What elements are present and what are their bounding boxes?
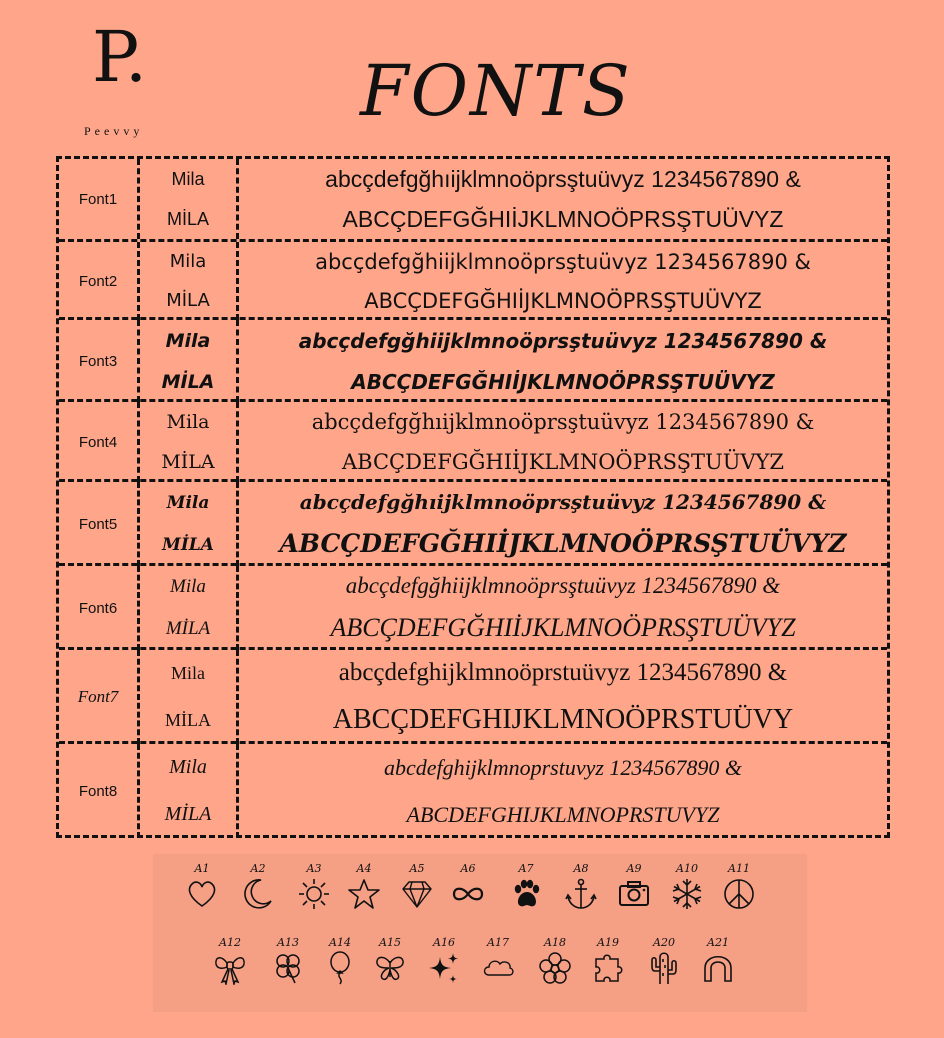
font-name-upper: MİLA bbox=[164, 803, 212, 825]
font-sample-cell bbox=[239, 402, 887, 482]
font-sample-upper: ABCÇDEFGĞHIİJKLMNOÖPRSŞTUÜVYZ bbox=[279, 529, 847, 559]
icon-code: A8 bbox=[573, 862, 589, 875]
font-sample-cell bbox=[239, 159, 887, 239]
fonts-table bbox=[56, 156, 890, 838]
font-sample-upper: ABCÇDEFGĞHIİJKLMNOÖPRSŞTUÜVYZ bbox=[330, 613, 796, 642]
icon-option bbox=[714, 862, 764, 911]
font-label: Font5 bbox=[59, 482, 140, 566]
font-name-cell bbox=[140, 402, 239, 482]
font-row bbox=[59, 317, 887, 402]
font-sample-upper: ABCDEFGHIJKLMNOPRSTUVYZ bbox=[406, 801, 720, 827]
paw-icon bbox=[509, 877, 543, 911]
font-name-mixed: Mila bbox=[171, 663, 205, 683]
icon-option bbox=[339, 862, 389, 911]
icon-code: A14 bbox=[329, 936, 351, 949]
font-label: Font2 bbox=[59, 242, 140, 320]
icon-code: A5 bbox=[409, 862, 425, 875]
font-row bbox=[59, 741, 887, 838]
icon-option bbox=[501, 862, 551, 911]
sparkle-icon bbox=[427, 951, 461, 985]
icon-option bbox=[583, 936, 633, 985]
font-name-cell bbox=[140, 650, 239, 744]
diamond-icon bbox=[400, 877, 434, 911]
font-sample-lower: abcçdefgğhiijklmnoöprsştuüvyz 1234567890 & bbox=[315, 249, 811, 274]
icon-code: A18 bbox=[544, 936, 566, 949]
font-sample-lower: abcçdefgğhıijklmnoöprsştuüvyz 1234567890 & bbox=[311, 410, 815, 434]
icon-option bbox=[639, 936, 689, 985]
font-sample-upper: ABCÇDEFGHIJKLMNOÖPRSTUÜVY bbox=[332, 703, 794, 735]
icon-option bbox=[205, 936, 255, 985]
font-sample-cell bbox=[239, 566, 887, 650]
font-name-upper: MİLA bbox=[166, 208, 209, 229]
font-sample-lower: abcdefghijklmnoprstuvyz 1234567890 & bbox=[383, 754, 743, 780]
font-sample-lower: abcçdefgğhiijklmnoöprsştuüvyz 1234567890 & bbox=[298, 328, 828, 353]
icon-option bbox=[263, 936, 313, 985]
font-name-upper: MİLA bbox=[162, 535, 214, 555]
icon-code: A9 bbox=[626, 862, 642, 875]
font-label: Font8 bbox=[59, 744, 140, 838]
font-name-cell bbox=[140, 482, 239, 566]
icon-option bbox=[365, 936, 415, 985]
icon-option bbox=[443, 862, 493, 911]
font-sample-upper: ABCÇDEFGĞHIİJKLMNOÖPRSŞTUÜVYZ bbox=[364, 288, 762, 313]
font-label: Font4 bbox=[59, 402, 140, 482]
icon-option bbox=[609, 862, 659, 911]
font-sample-lower: abcçdefgğhıijklmnoöprsştuüvyz 1234567890 & bbox=[325, 165, 801, 192]
moon-icon bbox=[241, 877, 275, 911]
icon-code: A10 bbox=[676, 862, 698, 875]
font-name-cell bbox=[140, 159, 239, 239]
font-row bbox=[59, 159, 887, 239]
font-sample-cell bbox=[239, 320, 887, 402]
font-sample-cell bbox=[239, 744, 887, 838]
font-row bbox=[59, 239, 887, 320]
brand-letter: P. bbox=[92, 16, 148, 98]
icon-code: A11 bbox=[728, 862, 750, 875]
bow-icon bbox=[213, 951, 247, 985]
font-name-mixed: Mila bbox=[171, 168, 205, 189]
icon-code: A3 bbox=[306, 862, 322, 875]
icon-option bbox=[530, 936, 580, 985]
brand-name: Peevvy bbox=[84, 124, 144, 138]
heart-icon bbox=[185, 877, 219, 911]
icon-code: A7 bbox=[518, 862, 534, 875]
font-row bbox=[59, 479, 887, 566]
icon-code: A16 bbox=[433, 936, 455, 949]
icon-code: A1 bbox=[194, 862, 210, 875]
font-name-upper: MİLA bbox=[161, 451, 215, 473]
icon-option bbox=[419, 936, 469, 985]
font-name-upper: MİLA bbox=[161, 370, 215, 393]
font-label: Font1 bbox=[59, 159, 140, 239]
font-name-mixed: Mila bbox=[170, 576, 206, 597]
icon-code: A21 bbox=[707, 936, 729, 949]
font-name-cell bbox=[140, 320, 239, 402]
icon-code: A12 bbox=[219, 936, 241, 949]
font-name-mixed: Mila bbox=[166, 493, 210, 513]
font-sample-lower: abcçdefgğhıijklmnoöprsştuüvyz 1234567890 & bbox=[299, 489, 827, 514]
page-title: FONTS bbox=[360, 50, 632, 132]
clover-icon bbox=[271, 951, 305, 985]
font-name-mixed: Mila bbox=[166, 411, 210, 433]
icon-option bbox=[473, 936, 523, 985]
font-row bbox=[59, 399, 887, 482]
font-name-cell bbox=[140, 566, 239, 650]
icon-panel bbox=[153, 854, 807, 1012]
icon-code: A6 bbox=[460, 862, 476, 875]
icon-option bbox=[392, 862, 442, 911]
font-name-cell bbox=[140, 744, 239, 838]
butterfly-icon bbox=[373, 951, 407, 985]
font-row bbox=[59, 647, 887, 744]
cactus-icon bbox=[647, 951, 681, 985]
peace-icon bbox=[722, 877, 756, 911]
icon-code: A13 bbox=[277, 936, 299, 949]
anchor-icon bbox=[564, 877, 598, 911]
font-sample-cell bbox=[239, 650, 887, 744]
font-name-mixed: Mila bbox=[169, 756, 207, 778]
font-label: Font3 bbox=[59, 320, 140, 402]
balloon-icon bbox=[323, 951, 357, 985]
font-name-cell bbox=[140, 242, 239, 320]
infinity-icon bbox=[451, 877, 485, 911]
font-name-mixed: Mila bbox=[165, 329, 211, 352]
cloud-icon bbox=[481, 951, 515, 985]
icon-option bbox=[315, 936, 365, 985]
font-sample-lower: abcçdefghijklmnoöprstuüvyz 1234567890 & bbox=[338, 658, 788, 686]
font-sample-lower: abcçdefgğhiijklmnoöprsştuüvyz 1234567890 & bbox=[345, 573, 781, 598]
font-name-mixed: Mila bbox=[169, 251, 207, 272]
icon-option bbox=[177, 862, 227, 911]
sun-icon bbox=[297, 877, 331, 911]
icon-code: A2 bbox=[250, 862, 266, 875]
puzzle-icon bbox=[591, 951, 625, 985]
icon-option bbox=[289, 862, 339, 911]
font-label: Font6 bbox=[59, 566, 140, 650]
icon-code: A20 bbox=[653, 936, 675, 949]
icon-code: A15 bbox=[379, 936, 401, 949]
font-name-upper: MİLA bbox=[165, 710, 211, 730]
camera-icon bbox=[617, 877, 651, 911]
icon-code: A19 bbox=[597, 936, 619, 949]
font-name-upper: MİLA bbox=[166, 290, 210, 311]
icon-option bbox=[233, 862, 283, 911]
icon-code: A17 bbox=[487, 936, 509, 949]
font-row bbox=[59, 563, 887, 650]
font-sample-upper: ABCÇDEFGĞHIİJKLMNOÖPRSŞTUÜVYZ bbox=[342, 205, 784, 232]
icon-option bbox=[693, 936, 743, 985]
snowflake-icon bbox=[670, 877, 704, 911]
horseshoe-icon bbox=[701, 951, 735, 985]
font-sample-upper: ABCÇDEFGĞHIİJKLMNOÖPRSŞTUÜVYZ bbox=[351, 369, 775, 394]
font-sample-upper: ABCÇDEFGĞHIİJKLMNOÖPRSŞTUÜVYZ bbox=[341, 450, 785, 474]
star-icon bbox=[347, 877, 381, 911]
font-sample-cell bbox=[239, 482, 887, 566]
icon-option bbox=[556, 862, 606, 911]
icon-option bbox=[662, 862, 712, 911]
icon-code: A4 bbox=[356, 862, 372, 875]
font-sample-cell bbox=[239, 242, 887, 320]
flower-icon bbox=[538, 951, 572, 985]
font-name-upper: MİLA bbox=[165, 618, 211, 639]
font-label: Font7 bbox=[59, 650, 140, 744]
